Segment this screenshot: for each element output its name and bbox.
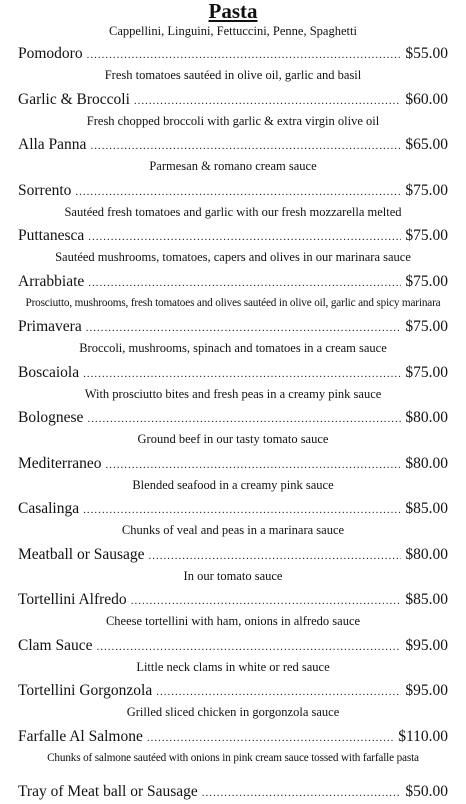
menu-item-name: Puttanesca (18, 227, 85, 244)
menu-item-price: $110.00 (398, 727, 448, 745)
menu-item-price: $60.00 (405, 90, 448, 108)
menu-item-price: $95.00 (405, 682, 448, 699)
menu-title: Pasta (208, 0, 258, 23)
menu-subtitle: Cappellini, Linguini, Fettuccini, Penne, Spaghetti (109, 24, 357, 38)
dot-leader (202, 782, 402, 804)
menu-item-description: Prosciutto, mushrooms, fresh tomatoes and olives sautéed in olive oil, garlic and spicy marinara (25, 296, 441, 309)
menu-item-row (18, 89, 448, 111)
dot-leader (134, 90, 401, 112)
menu-item-description: Fresh chopped broccoli with garlic & extra virgin olive oil (86, 113, 380, 128)
menu-item-name: Primavera (18, 318, 82, 335)
menu-item (18, 362, 448, 408)
menu-item-price: $85.00 (405, 591, 448, 608)
menu-item (18, 271, 448, 317)
menu-item-row (18, 498, 448, 520)
dot-leader (88, 272, 401, 294)
menu-item-description: Chunks of veal and peas in a marinara sauce (121, 523, 345, 537)
menu-item (18, 43, 448, 89)
menu-item-description: Chunks of salmone sautéed with onions in pink cream sauce tossed with farfalle pasta (47, 751, 419, 764)
dot-leader (131, 590, 402, 612)
menu-item-description: Cheese tortellini with ham, onions in alfredo sauce (105, 614, 361, 628)
dot-leader (87, 408, 401, 430)
menu-item-name: Arrabbiate (18, 272, 85, 290)
menu-item-name: Pomodoro (18, 45, 83, 62)
menu-item-price: $75.00 (405, 272, 448, 290)
menu-item-description: Broccoli, mushrooms, spinach and tomatoes in a cream sauce (79, 341, 387, 355)
menu-item-price: $55.00 (405, 45, 448, 62)
menu-item-description: Sautéed mushrooms, tomatoes, capers and olives in our marinara sauce (55, 250, 411, 264)
menu-item-extra (18, 781, 448, 803)
menu-item-row (18, 362, 448, 384)
menu-item-row (18, 180, 448, 202)
menu-item-row (18, 316, 448, 338)
menu-item-price: $85.00 (405, 500, 448, 517)
menu-item-row (18, 134, 448, 156)
menu-item-name: Garlic & Broccoli (18, 90, 130, 108)
menu-item-name: Clam Sauce (18, 636, 93, 654)
menu-item-name: Alla Panna (18, 136, 87, 153)
menu-items-list (18, 43, 448, 771)
menu-item-price: $80.00 (405, 454, 448, 472)
menu-item-name: Tortellini Gorgonzola (18, 682, 153, 699)
dot-leader (106, 454, 402, 476)
menu-item-price: $75.00 (405, 181, 448, 199)
dot-leader (88, 226, 401, 248)
menu-item (18, 180, 448, 226)
menu-item-row (18, 589, 448, 611)
menu-item-description: With prosciutto bites and fresh peas in a creamy pink sauce (84, 386, 382, 401)
menu-item-price: $95.00 (405, 636, 448, 654)
dot-leader (96, 636, 401, 658)
menu-item-name: Mediterraneo (18, 454, 102, 472)
menu-item-row (18, 635, 448, 657)
menu-item (18, 134, 448, 180)
spacer (18, 771, 448, 781)
menu-item (18, 680, 448, 726)
menu-item (18, 544, 448, 590)
menu-item-name: Farfalle Al Salmone (18, 727, 143, 745)
dot-leader (86, 317, 402, 339)
menu-item-row (18, 271, 448, 293)
menu-item-name: Tortellini Alfredo (18, 591, 127, 608)
menu-item (18, 635, 448, 681)
menu-item-description: In our tomato sauce (183, 568, 283, 583)
menu-item-price: $80.00 (405, 409, 448, 426)
menu-item-name: Casalinga (18, 500, 80, 517)
menu-item-price: $75.00 (405, 318, 448, 335)
menu-item-row (18, 544, 448, 566)
menu-item-name: Meatball or Sausage (18, 545, 145, 563)
menu-item-price: $50.00 (405, 783, 448, 800)
menu-item-name: Boscaiola (18, 363, 80, 381)
menu-item-row (18, 225, 448, 247)
menu-item-description: Sautéed fresh tomatoes and garlic with our fresh mozzarella melted (64, 204, 402, 219)
menu-item-row (18, 680, 448, 702)
menu-item (18, 225, 448, 271)
dot-leader (149, 545, 402, 567)
menu-item-price: $75.00 (405, 227, 448, 244)
menu-item (18, 498, 448, 544)
menu-item-name: Tray of Meat ball or Sausage (18, 783, 198, 800)
menu-item (18, 726, 448, 772)
dot-leader (75, 181, 401, 203)
menu-item-description: Grilled sliced chicken in gorgonzola sauce (126, 705, 340, 719)
menu-item-row (18, 453, 448, 475)
menu-item (18, 407, 448, 453)
menu-item-name: Bolognese (18, 409, 84, 426)
menu-item-description: Blended seafood in a creamy pink sauce (132, 477, 334, 492)
menu-item (18, 89, 448, 135)
dot-leader (83, 363, 401, 385)
dot-leader (87, 44, 402, 66)
menu-item-description: Parmesan & romano cream sauce (149, 159, 317, 173)
menu-item-price: $75.00 (405, 363, 448, 381)
menu-item (18, 453, 448, 499)
menu-item-name: Sorrento (18, 181, 72, 199)
menu-item-description: Fresh tomatoes sautéed in olive oil, garlic and basil (104, 68, 362, 82)
menu-item-row (18, 43, 448, 65)
menu-item-row (18, 407, 448, 429)
dot-leader (147, 727, 394, 749)
dot-leader (83, 499, 401, 521)
menu-item-description: Ground beef in our tasty tomato sauce (137, 432, 329, 446)
menu-item (18, 316, 448, 362)
dot-leader (90, 135, 401, 157)
menu-item-description: Little neck clams in white or red sauce (136, 659, 330, 674)
menu-item (18, 589, 448, 635)
menu-item-price: $80.00 (405, 545, 448, 563)
menu-item-price: $65.00 (405, 136, 448, 153)
menu-item-row (18, 726, 448, 748)
